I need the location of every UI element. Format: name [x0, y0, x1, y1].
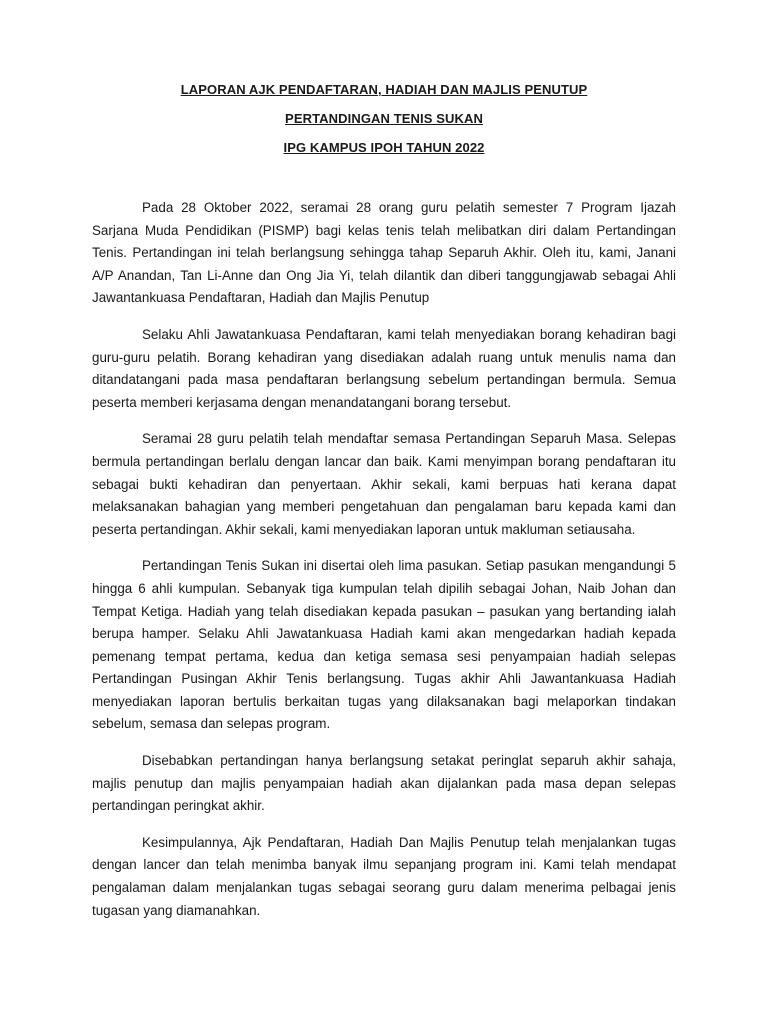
report-campus-year: IPG KAMPUS IPOH TAHUN 2022	[283, 140, 485, 155]
paragraph-closing-ceremony: Disebabkan pertandingan hanya berlangsung setakat peringlat separuh akhir sahaja, majlis penutup dan majlis penyampaian hadiah akan dijalankan pada masa depan selepas pertandingan peringkat akhir.	[92, 753, 676, 814]
paragraph-prizes: Pertandingan Tenis Sukan ini disertai oleh lima pasukan. Setiap pasukan mengandungi 5 hingga 6 ahli kumpulan. Sebanyak tiga kumpulan telah dipilih sebagai Johan, Naib Johan dan Tempat Ketiga. Hadiah yang telah disediakan kepada pasukan – pasukan yang bertanding ialah berupa hamper. Selaku Ahli Jawatankuasa Hadiah kami akan mengedarkan hadiah kepada pemenang tempat pertama, kedua dan ketiga semasa sesi penyampaian hadiah selepas Pertandingan Pusingan Akhir Tenis berlangsung. Tugas akhir Ahli Jawantankuasa Hadiah menyediakan laporan bertulis berkaitan tugas yang dilaksanakan bagi melaporkan tindakan sebelum, semasa dan selepas program.	[92, 558, 676, 732]
report-title: LAPORAN AJK PENDAFTARAN, HADIAH DAN MAJLIS PENUTUP	[180, 82, 588, 97]
paragraph-attendance: Seramai 28 guru pelatih telah mendaftar semasa Pertandingan Separuh Masa. Selepas bermula pertandingan berlalu dengan lancar dan baik. Kami menyimpan borang pendaftaran itu sebagai bukti kehadiran dan penyertaan. Akhir sekali, kami berpuas hati kerana dapat melaksanakan bahagian yang memberi pengetahuan dan pengalaman baru kepada kami dan peserta pertandingan. Akhir sekali, kami menyediakan laporan untuk makluman setiausaha.	[92, 431, 676, 537]
document-page	[92, 82, 676, 936]
paragraph-introduction: Pada 28 Oktober 2022, seramai 28 orang guru pelatih semester 7 Program Ijazah Sarjana Muda Pendidikan (PISMP) bagi kelas tenis telah melibatkan diri dalam Pertandingan Tenis. Pertandingan ini telah berlangsung sehingga tahap Separuh Akhir. Oleh itu, kami, Janani A/P Anandan, Tan Li-Anne dan Ong Jia Yi, telah dilantik dan diberi tanggungjawab sebagai Ahli Jawantankuasa Pendaftaran, Hadiah dan Majlis Penutup	[92, 200, 676, 306]
report-subtitle: PERTANDINGAN TENIS SUKAN	[285, 111, 483, 126]
title-spacer	[92, 169, 676, 197]
paragraph-registration: Selaku Ahli Jawatankuasa Pendaftaran, kami telah menyediakan borang kehadiran bagi guru-guru pelatih. Borang kehadiran yang disediakan adalah ruang untuk menulis nama dan ditandatangani pada masa pendaftaran berlangsung sebelum pertandingan bermula. Semua peserta memberi kerjasama dengan menandatangani borang tersebut.	[92, 326, 676, 410]
paragraph-conclusion: Kesimpulannya, Ajk Pendaftaran, Hadiah Dan Majlis Penutup telah menjalankan tugas dengan lancer dan telah menimba banyak ilmu sepanjang program ini. Kami telah mendapat pengalaman dalam menjalankan tugas sebagai seorang guru dalam menerima pelbagai jenis tugasan yang diamanahkan.	[92, 834, 676, 918]
